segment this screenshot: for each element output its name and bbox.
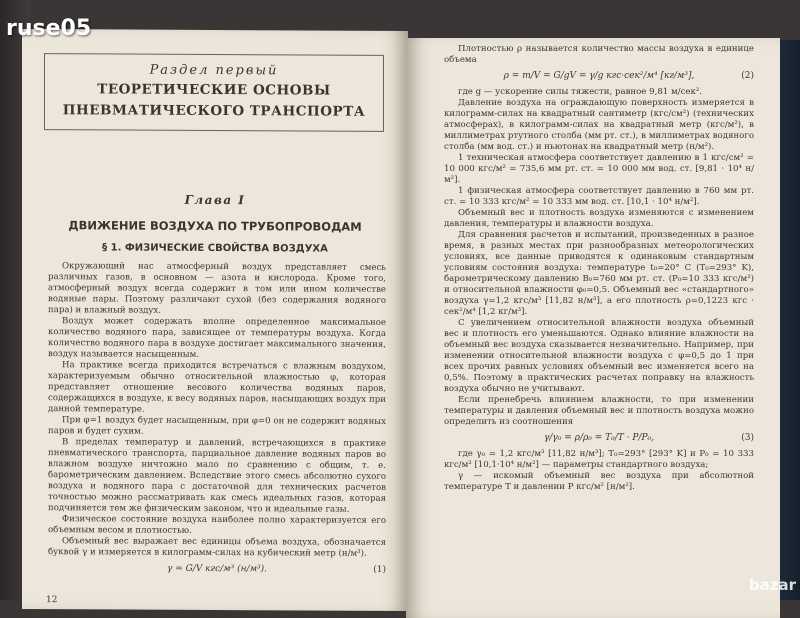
book-cover-right (778, 40, 800, 600)
formula-1 (48, 563, 386, 576)
paragraph: С увеличением относительной влажности воздуха объемный вес и плотность его уменьшаются. Однако влияние влажности на объемный вес воздуха сказывается незначительно. Например, при изменении относительной влажности воздуха с φ=0,5 до 1 при всех прочих равных условиях объемный вес изменяется всего на 0,5%. Поэтому в практических расчетах поправку на влажность воздуха обычно не учитывают. (444, 318, 754, 394)
left-page (22, 29, 408, 611)
right-body-text (444, 44, 754, 493)
paragraph: Давление воздуха на ограждающую поверхность измеряется в килограмм-силах на квадратный сантиметр (кгс/см²) (технических атмосферах), в килограмм-силах на квадратный метр (кгс/м²), в миллиметрах ртутного столба (мм рт. ст.), в миллиметрах водяного столба (мм вод. ст.) и ньютонах на квадратный метр (н/м²). (444, 98, 754, 152)
formula-3-number: (3) (741, 433, 754, 443)
paragraph: где g — ускорение силы тяжести, равное 9,81 м/сек². (458, 87, 703, 97)
formula-3 (444, 433, 754, 444)
section-title-line-2: ПНЕВМАТИЧЕСКОГО ТРАНСПОРТА (62, 102, 366, 120)
formula-3-expression: γ/γ₀ = ρ/ρ₀ = T₀/T · P/P₀, (544, 433, 654, 443)
section-label: Раздел первый (149, 62, 279, 79)
right-page (406, 38, 780, 618)
page-number: 12 (46, 595, 58, 606)
paragraph: Окружающий нас атмосферный воздух представляет смесь различных газов, в основном — азота и кислорода. Кроме того, атмосферный воздух всегда содержит в том или ином количестве водяные пары. Поэтому различают сухой (без содержания водяного пара) и влажный воздух. (48, 261, 386, 316)
paragraph: Если пренебречь влиянием влажности, то при изменении температуры и давления объемный вес и плотность воздуха можно определить из соотношения (444, 395, 754, 427)
formula-1-expression: γ = G/V кгс/м³ (н/м³). (166, 563, 268, 575)
paragraph: Для сравнения расчетов и испытаний, произведенных в разное время, в разных местах при разнообразных метеорологических условиях, все данные приводятся к одинаковым стандартным условиям состояния воздуха: температуре t₀=20° C (T₀=293° K), барометрическому давлению B₀=760 мм рт. ст. (P₀=10 333 кгс/м²) и относительной влажности φ₀=0,5. Объемный вес «стандартного» воздуха γ=1,2 кгс/м³ [11,82 н/м³], а его плотность ρ=0,1223 кгс · сек²/м⁴ [1,2 кг/м³]. (444, 230, 754, 317)
paragraph: При φ=1 воздух будет насыщенным, при φ=0 он не содержит водяных паров и будет сухим. (48, 415, 386, 437)
formula-2-number: (2) (741, 71, 754, 81)
chapter-label: Глава I (184, 192, 246, 208)
formula-1-number: (1) (373, 564, 386, 575)
paragraph: Физическое состояние воздуха наиболее полно характеризуется его объемным весом и плотностью. (48, 514, 386, 536)
paragraph: где γ₀ = 1,2 кгс/м³ [11,82 н/м³]; T₀=293° [293° K] и P₀ = 10 333 кгс/м² [10,1·10⁴ н/м²] — параметры стандартного воздуха; (444, 449, 754, 470)
formula-2-expression: ρ = m/V = G/gV = γ/g кгс·сек²/м⁴ [кг/м³], (503, 71, 695, 81)
logo-watermark: bazar (748, 576, 796, 594)
left-body-text (48, 261, 386, 576)
paragraph: 1 физическая атмосфера соответствует давлению в 760 мм рт. ст. = 10 333 кгс/м² = 10 333 мм вод. ст. [10,1 · 10⁴ н/м²]. (444, 186, 754, 207)
paragraph-title: § 1. ФИЗИЧЕСКИЕ СВОЙСТВА ВОЗДУХА (102, 242, 328, 255)
paragraph: Объемный вес выражает вес единицы объема воздуха, обозначается буквой γ и измеряется в килограмм-силах на кубический метр (н/м³). (48, 536, 386, 559)
paragraph: В пределах температур и давлений, встречающихся в практике пневматического транспорта, парциальное давление водяных паров во влажном воздухе ничтожно мало по сравнению с общим, т. е. барометрическим давлением. Вследствие этого смесь абсолютно сухого воздуха и водяного пара с достаточной для технических расчетов точностью можно рассматривать как смесь идеальных газов, которая подчиняется тем же физическим законом, что и идеальные газы. (48, 437, 386, 515)
section-title-line-1: ТЕОРЕТИЧЕСКИЕ ОСНОВЫ (97, 81, 331, 99)
formula-2 (444, 71, 754, 82)
paragraph: 1 техническая атмосфера соответствует давлению в 1 кгс/см² = 10 000 кгс/м² = 735,6 мм рт. ст. = 10 000 мм вод. ст. [9,81 · 10⁴ н/м²]. (444, 153, 754, 185)
paragraph: Воздух может содержать вполне определенное максимальное количество водяного пара, зависящее от температуры воздуха. Когда количество водяного пара в воздухе достигает максимального значения, воздух называется насыщенным. (48, 316, 386, 360)
watermark: ruse05 (6, 16, 92, 41)
paragraph: γ — искомый объемный вес воздуха при абсолютной температуре T и давлении P кгс/м² [н/м²]. (444, 471, 754, 492)
paragraph: Объемный вес и плотность воздуха изменяются с изменением давления, температуры и влажности воздуха. (444, 208, 754, 229)
paragraph: Плотностью ρ называется количество массы воздуха в единице объема (444, 44, 754, 65)
paragraph: На практике всегда приходится встречаться с влажным воздухом, характеризуемым обычно относительной влажностью φ, которая представляет отношение весового количества водяных паров, содержащихся в воздухе, к весу водяных паров, насыщающих воздух при данной температуре. (48, 360, 386, 415)
chapter-title: ДВИЖЕНИЕ ВОЗДУХА ПО ТРУБОПРОВОДАМ (68, 218, 362, 234)
section-header-box (44, 53, 384, 132)
